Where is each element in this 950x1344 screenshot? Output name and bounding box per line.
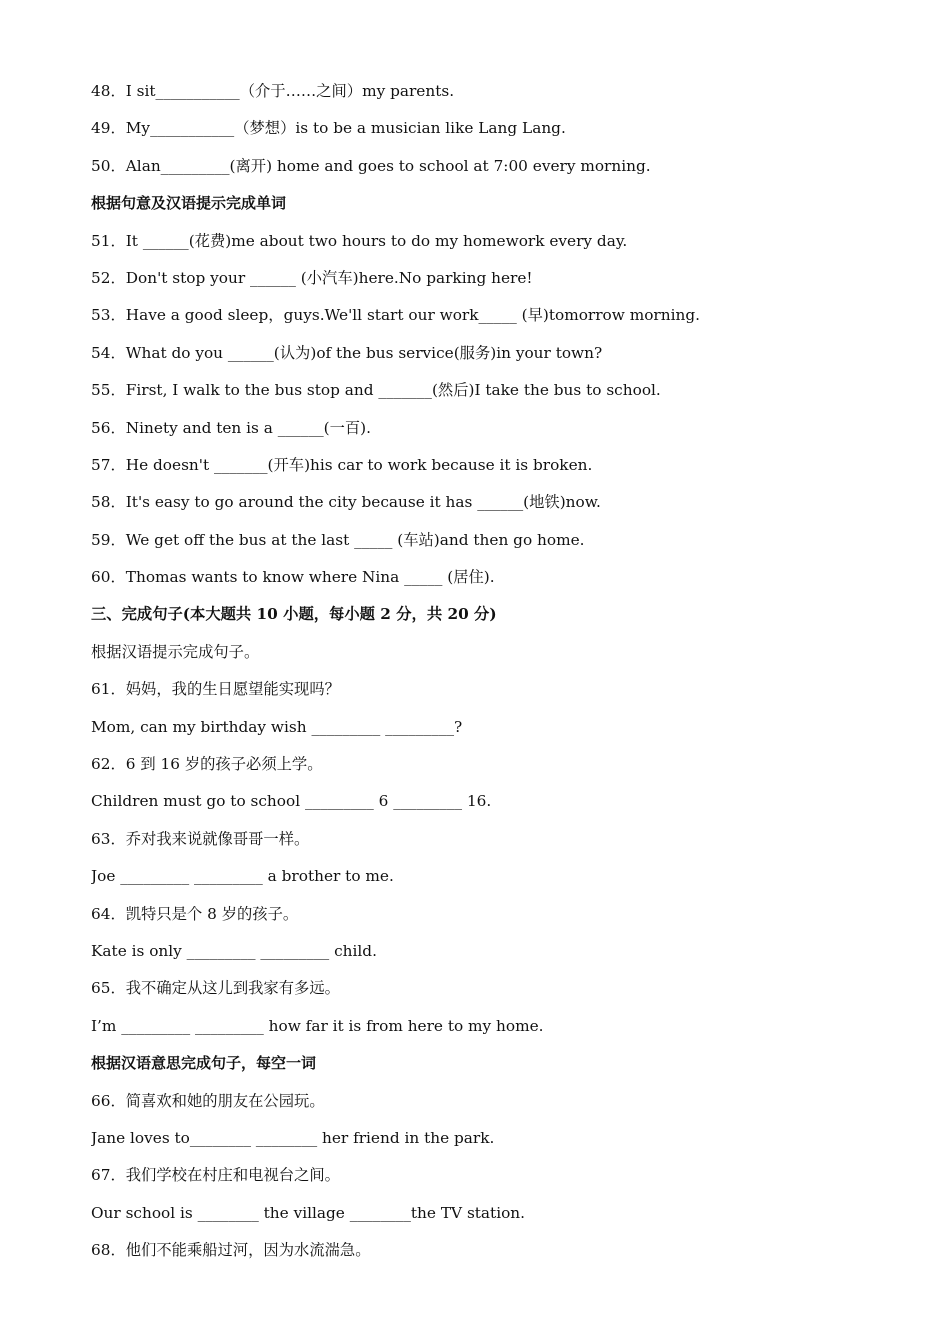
question-line: 61．妈妈，我的生日愿望能实现吗？ (91, 680, 340, 699)
question-line: 52．Don't stop your ______ (小汽车)here.No parking here! (91, 268, 533, 287)
exercise-lines (91, 78, 911, 1275)
question-line: 63．乔对我来说就像哥哥一样。 (91, 829, 310, 848)
question-line: Our school is ________ the village ________the TV station. (91, 1203, 526, 1222)
instruction-heading: 根据汉语意思完成句子，每空一词 (91, 1054, 317, 1073)
question-line: 60．Thomas wants to know where Nina _____ (居住). (91, 568, 495, 587)
question-line: Kate is only _________ _________ child. (91, 941, 377, 960)
question-line: 49．My___________（梦想）is to be a musician like Lang Lang. (91, 119, 566, 138)
question-line: 65．我不确定从这儿到我家有多远。 (91, 979, 340, 998)
instruction-heading: 根据句意及汉语提示完成单词 (91, 194, 287, 213)
question-line: 57．He doesn't _______(开车)his car to work because it is broken. (91, 455, 593, 474)
question-line: 66．简喜欢和她的朋友在公园玩。 (91, 1091, 325, 1110)
question-line: Joe _________ _________ a brother to me. (91, 867, 394, 886)
question-line: Mom, can my birthday wish _________ _________? (91, 717, 463, 736)
question-line: 55．First, I walk to the bus stop and _______(然后)I take the bus to school. (91, 381, 661, 400)
question-line: 64．凯特只是个 8 岁的孩子。 (91, 904, 299, 923)
question-line: 59．We get off the bus at the last _____ (车站)and then go home. (91, 530, 585, 549)
question-line: Jane loves to________ ________ her friend in the park. (91, 1128, 495, 1147)
question-line: 58．It's easy to go around the city because it has ______(地铁)now. (91, 493, 601, 512)
question-line: 51．It ______(花费)me about two hours to do my homework every day. (91, 231, 628, 250)
question-line: 67．我们学校在村庄和电视台之间。 (91, 1166, 340, 1185)
question-line: Children must go to school _________ 6 _________ 16. (91, 792, 492, 811)
question-line: 48．I sit___________（介于……之间）my parents. (91, 82, 455, 100)
question-line: 62．6 到 16 岁的孩子必须上学。 (91, 755, 323, 774)
question-line: 68．他们不能乘船过河，因为水流湍急。 (91, 1241, 371, 1260)
question-line: 54．What do you ______(认为)of the bus service(服务)in your town? (91, 343, 603, 362)
question-line: 50．Alan_________(离开) home and goes to school at 7:00 every morning. (91, 156, 651, 175)
question-line: I’m _________ _________ how far it is from here to my home. (91, 1016, 544, 1035)
question-line: 53．Have a good sleep，guys.We'll start our work_____ (早)tomorrow morning. (91, 306, 700, 325)
question-line: 56．Ninety and ten is a ______(一百). (91, 418, 372, 437)
section-title: 三、完成句子(本大题共 10 小题，每小题 2 分，共 20 分) (91, 605, 497, 624)
question-line: 根据汉语提示完成句子。 (91, 642, 260, 661)
